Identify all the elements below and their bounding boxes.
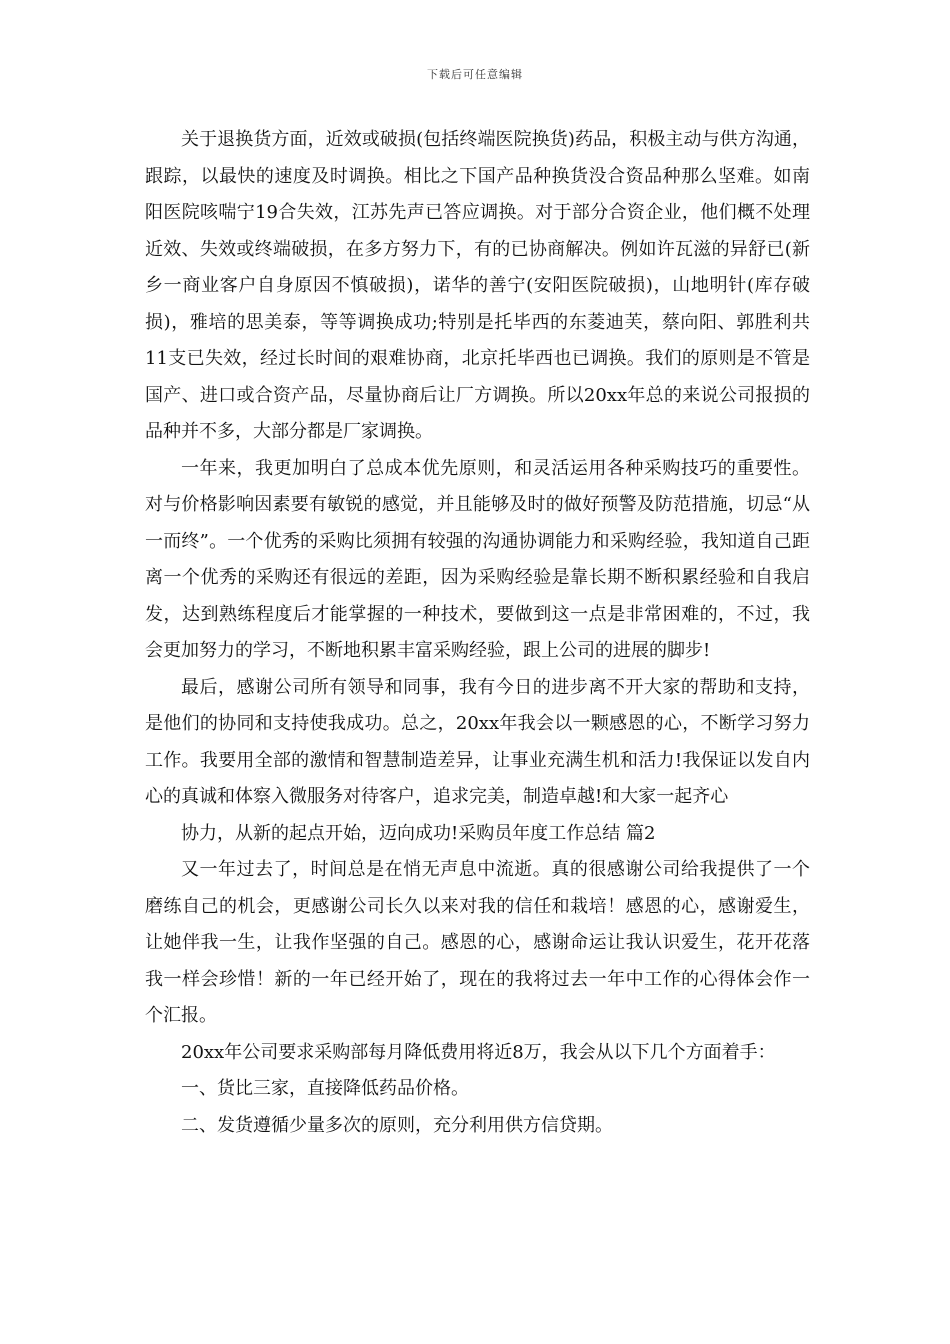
paragraph-returns: 关于退换货方面，近效或破损(包括终端医院换货)药品，积极主动与供方沟通，跟踪，以最快的速度及时调换。相比之下国产品种换货没合资品种那么坚难。如南阳医院咳喘宁19合失效，江苏先声已答应调换。对于部分合资企业，他们概不处理近效、失效或终端破损，在多方努力下，有的已协商解决。例如许瓦滋的异舒已(新乡一商业客户自身原因不慎破损)，诺华的善宁(安阳医院破损)，山地明针(库存破损)，雅培的思美泰，等等调换成功;特别是托毕西的东菱迪芙，蔡向阳、郭胜利共11支已失效，经过长时间的艰难协商，北京托毕西也已调换。我们的原则是不管是国产、进口或合资产品，尽量协商后让厂方调换。所以20xx年总的来说公司报损的品种并不多，大部分都是厂家调换。 xyxy=(145,129,810,442)
document-body xyxy=(145,122,810,1144)
paragraph-cost-principle: 一年来，我更加明白了总成本优先原则，和灵活运用各种采购技巧的重要性。对与价格影响因素要有敏锐的感觉，并且能够及时的做好预警及防范措施，切忌“从一而终”。一个优秀的采购比须拥有较强的沟通协调能力和采购经验，我知道自己距离一个优秀的采购还有很远的差距，因为采购经验是靠长期不断积累经验和自我启发，达到熟练程度后才能掌握的一种技术，要做到这一点是非常困难的，不过，我会更加努力的学习，不断地积累丰富采购经验，跟上公司的进展的脚步! xyxy=(145,457,810,661)
paragraph-cost-target: 20xx年公司要求采购部每月降低费用将近8万，我会从以下几个方面着手： xyxy=(181,1041,776,1063)
list-item-shipping-principle: 二、发货遵循少量多次的原则，充分利用供方信贷期。 xyxy=(181,1114,613,1136)
paragraph-section-heading: 协力，从新的起点开始，迈向成功!采购员年度工作总结 篇2 xyxy=(181,822,656,844)
paragraph-year-review: 又一年过去了，时间总是在悄无声息中流逝。真的很感谢公司给我提供了一个磨练自己的机会，更感谢公司长久以来对我的信任和栽培！感恩的心，感谢爱生，让她伴我一生，让我作坚强的自己。感恩的心，感谢命运让我认识爱生，花开花落我一样会珍惜！新的一年已经开始了，现在的我将过去一年中工作的心得体会作一个汇报。 xyxy=(145,859,810,1026)
list-item-compare-prices: 一、货比三家，直接降低药品价格。 xyxy=(181,1078,469,1099)
page-header-note: 下载后可任意编辑 xyxy=(427,68,523,81)
paragraph-thanks: 最后，感谢公司所有领导和同事，我有今日的进步离不开大家的帮助和支持，是他们的协同和支持使我成功。总之，20xx年我会以一颗感恩的心，不断学习努力工作。我要用全部的激情和智慧制造差异，让事业充满生机和活力!我保证以发自内心的真诚和体察入微服务对待客户，追求完美，制造卓越!和大家一起齐心 xyxy=(145,676,810,807)
